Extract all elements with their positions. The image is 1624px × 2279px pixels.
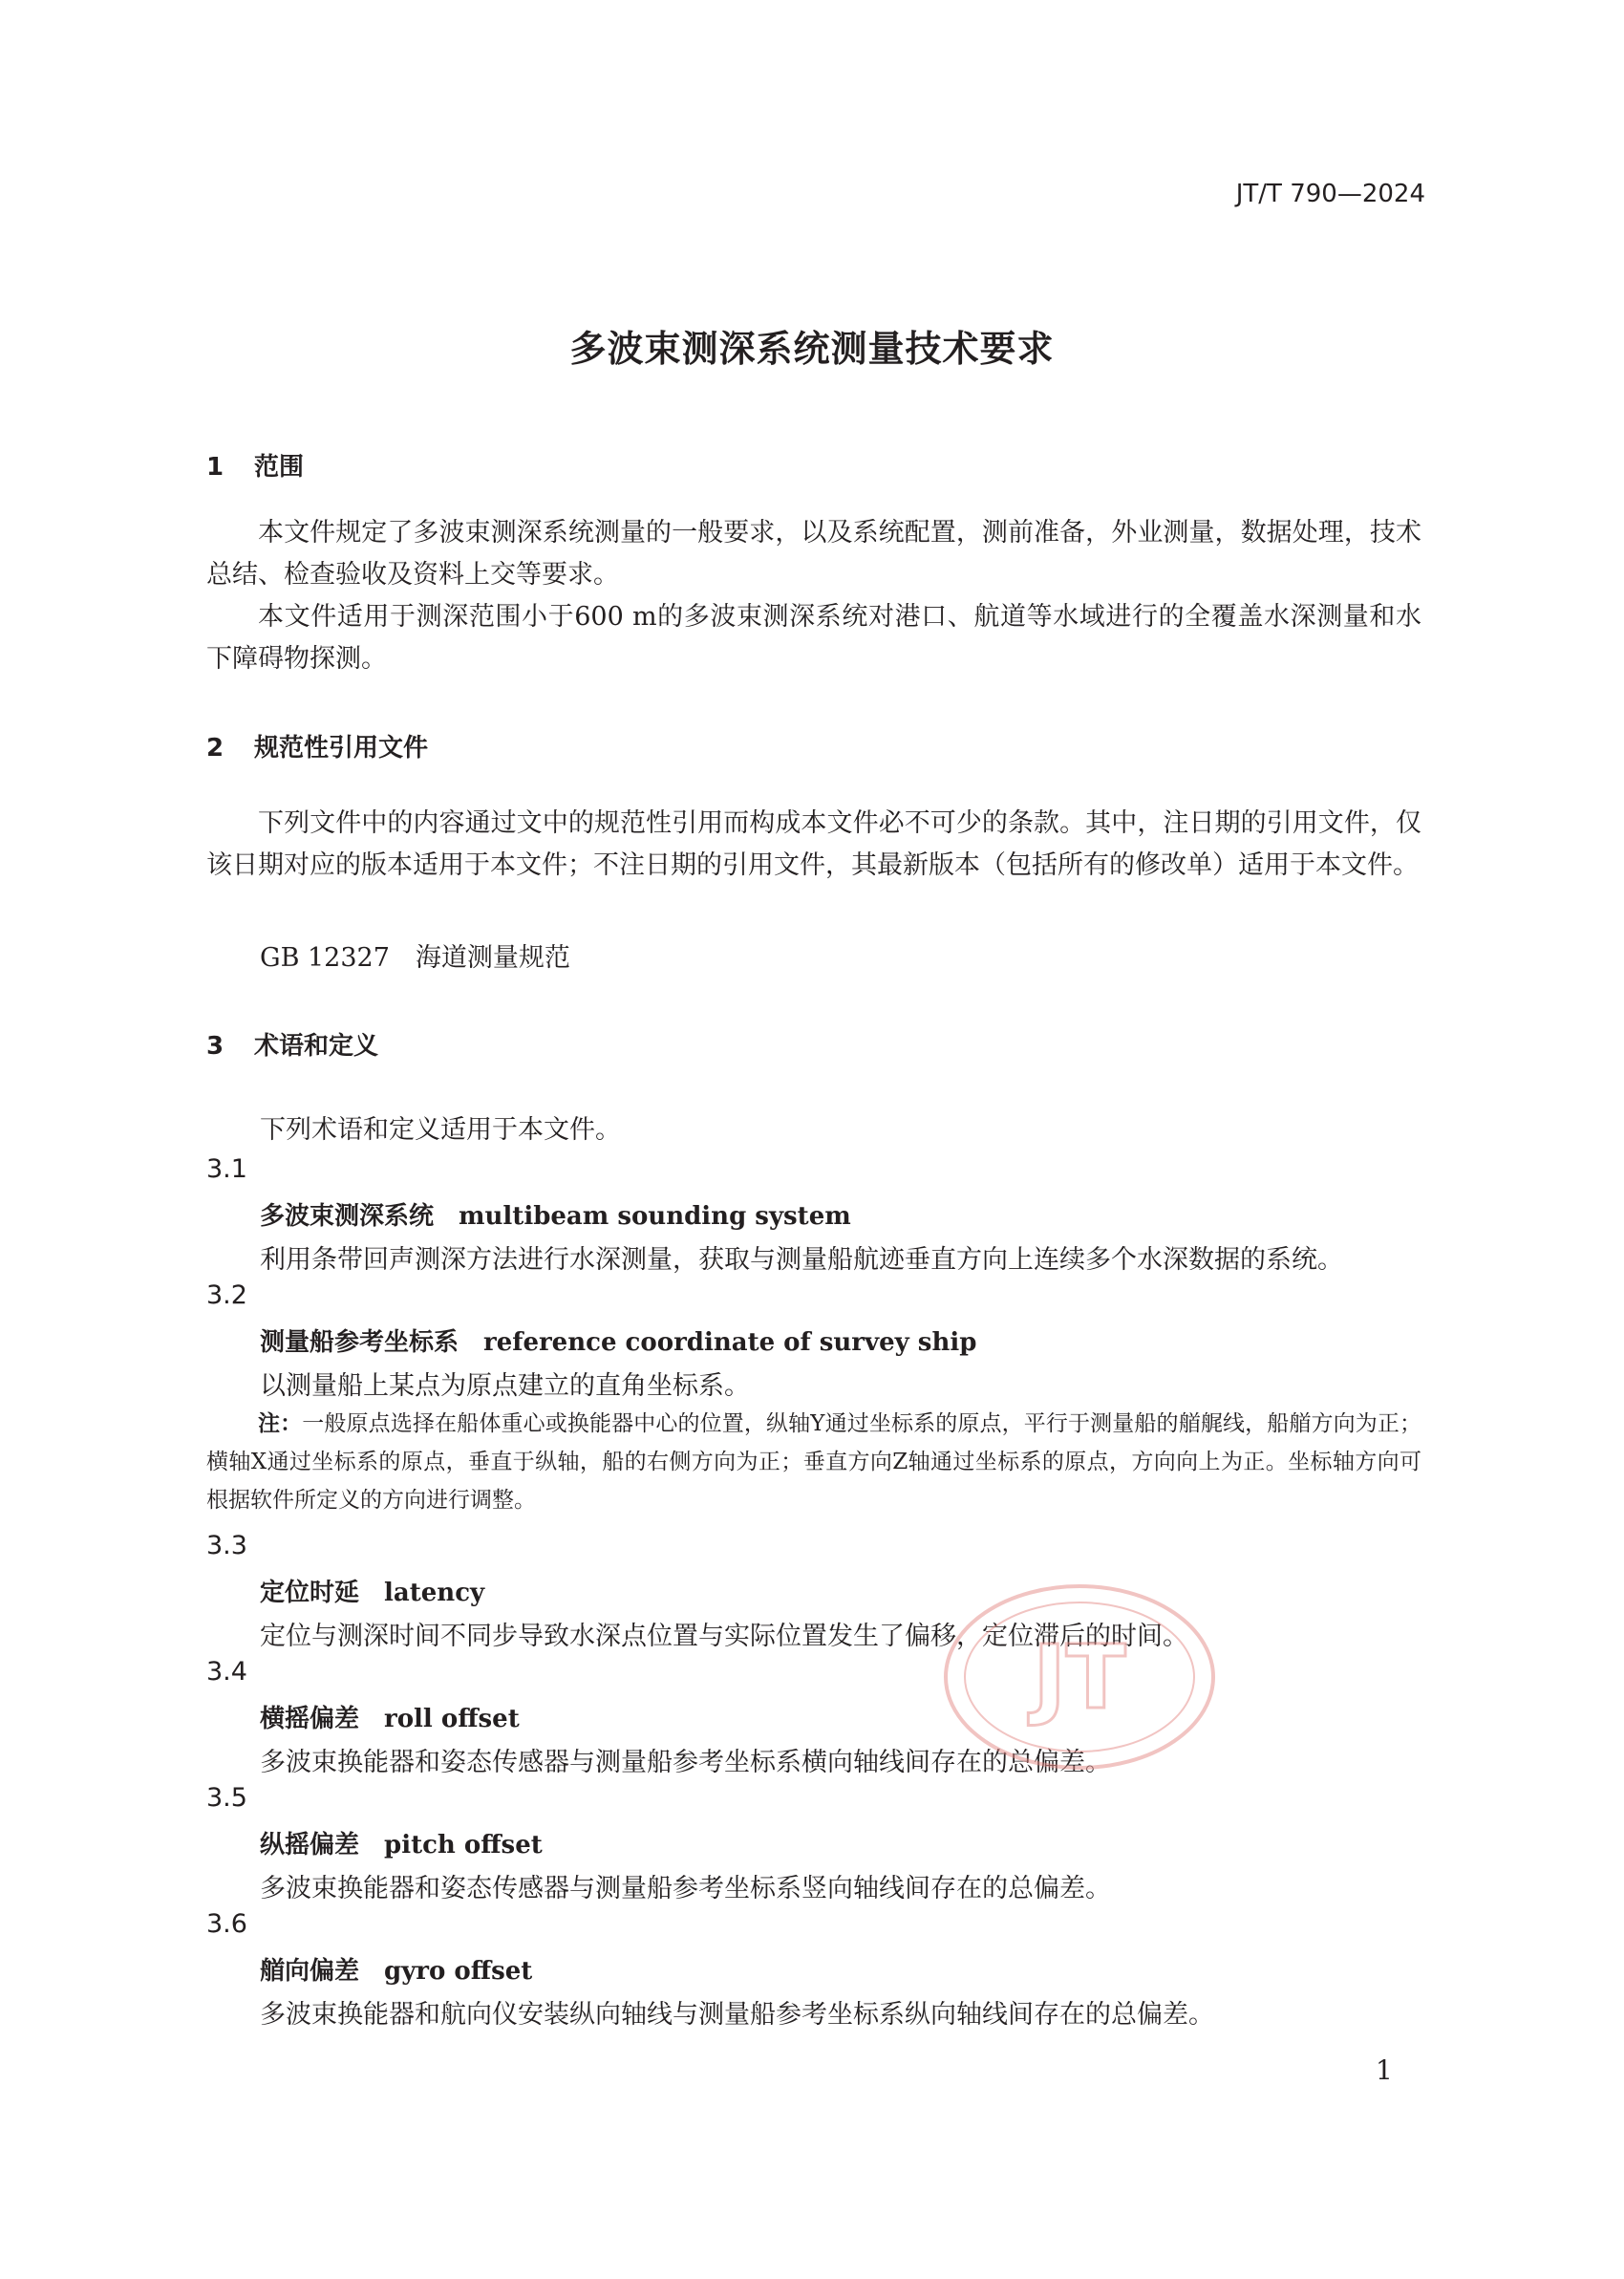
term-heading	[260, 1699, 520, 1734]
term-definition: 以测量船上某点为原点建立的直角坐标系。	[260, 1371, 750, 1401]
term-number: 3.5	[206, 1783, 247, 1813]
term-heading	[260, 1196, 851, 1232]
term-heading	[260, 1825, 543, 1860]
note-label: 注：	[258, 1411, 303, 1436]
section-title: 规范性引用文件	[254, 734, 429, 763]
term-english: pitch offset	[384, 1831, 543, 1860]
section-title: 术语和定义	[254, 1032, 379, 1061]
term-note	[206, 1405, 1421, 1519]
term-heading	[260, 1951, 532, 1987]
section-1-heading	[206, 447, 304, 483]
section-number: 1	[206, 453, 224, 482]
term-chinese: 多波束测深系统	[260, 1202, 435, 1231]
term-number: 3.6	[206, 1909, 247, 1939]
section-3-intro: 下列术语和定义适用于本文件。	[260, 1115, 621, 1145]
jt-watermark-seal-icon	[941, 1581, 1218, 1773]
term-english: reference coordinate of survey ship	[483, 1328, 977, 1357]
watermark-text: JT	[1033, 1626, 1126, 1729]
term-number: 3.4	[206, 1657, 247, 1687]
term-english: latency	[384, 1579, 485, 1607]
section-1-paragraph-2: 本文件适用于测深范围小于600 m的多波束测深系统对港口、航道等水域进行的全覆盖水深测量和水下障碍物探测。	[206, 602, 1421, 674]
term-english: gyro offset	[384, 1957, 533, 1986]
term-definition: 利用条带回声测深方法进行水深测量，获取与测量船航迹垂直方向上连续多个水深数据的系统。	[260, 1245, 1343, 1275]
term-heading	[260, 1322, 976, 1358]
normative-reference: GB 12327 海道测量规范	[260, 943, 570, 973]
term-number: 3.1	[206, 1154, 247, 1184]
term-chinese: 纵摇偏差	[260, 1831, 360, 1860]
term-chinese: 定位时延	[260, 1579, 360, 1607]
section-2-paragraph-1: 下列文件中的内容通过文中的规范性引用而构成本文件必不可少的条款。其中，注日期的引用文件，仅该日期对应的版本适用于本文件；不注日期的引用文件，其最新版本（包括所有的修改单）适用于本文件。	[206, 808, 1421, 880]
page-number: 1	[1376, 2054, 1393, 2086]
standard-code: JT/T 790—2024	[1235, 180, 1425, 208]
term-definition: 定位与测深时间不同步导致水深点位置与实际位置发生了偏移，定位滞后的时间。	[260, 1622, 1188, 1651]
section-number: 2	[206, 734, 224, 763]
term-definition: 多波束换能器和姿态传感器与测量船参考坐标系竖向轴线间存在的总偏差。	[260, 1874, 1111, 1903]
section-number: 3	[206, 1032, 224, 1061]
term-chinese: 测量船参考坐标系	[260, 1328, 459, 1357]
term-definition: 多波束换能器和姿态传感器与测量船参考坐标系横向轴线间存在的总偏差。	[260, 1748, 1111, 1777]
term-english: multibeam sounding system	[459, 1202, 851, 1231]
section-1-paragraph-1: 本文件规定了多波束测深系统测量的一般要求，以及系统配置，测前准备，外业测量，数据处理，技术总结、检查验收及资料上交等要求。	[206, 518, 1421, 590]
section-3-heading	[206, 1026, 378, 1062]
term-chinese: 艏向偏差	[260, 1957, 360, 1986]
term-definition: 多波束换能器和航向仪安装纵向轴线与测量船参考坐标系纵向轴线间存在的总偏差。	[260, 2000, 1214, 2030]
note-text: 一般原点选择在船体重心或换能器中心的位置，纵轴Y通过坐标系的原点，平行于测量船的艏艉线，船艏方向为正；横轴X通过坐标系的原点，垂直于纵轴，船的右侧方向为正；垂直方向Z轴通过坐标系的原点，方向向上为正。坐标轴方向可根据软件所定义的方向进行调整。	[206, 1411, 1421, 1513]
term-english: roll offset	[384, 1705, 520, 1733]
section-2-heading	[206, 728, 428, 763]
term-number: 3.2	[206, 1280, 247, 1310]
term-chinese: 横摇偏差	[260, 1705, 360, 1733]
section-title: 范围	[254, 453, 305, 482]
document-title: 多波束测深系统测量技术要求	[569, 328, 1055, 370]
term-heading	[260, 1573, 484, 1608]
term-number: 3.3	[206, 1531, 247, 1560]
